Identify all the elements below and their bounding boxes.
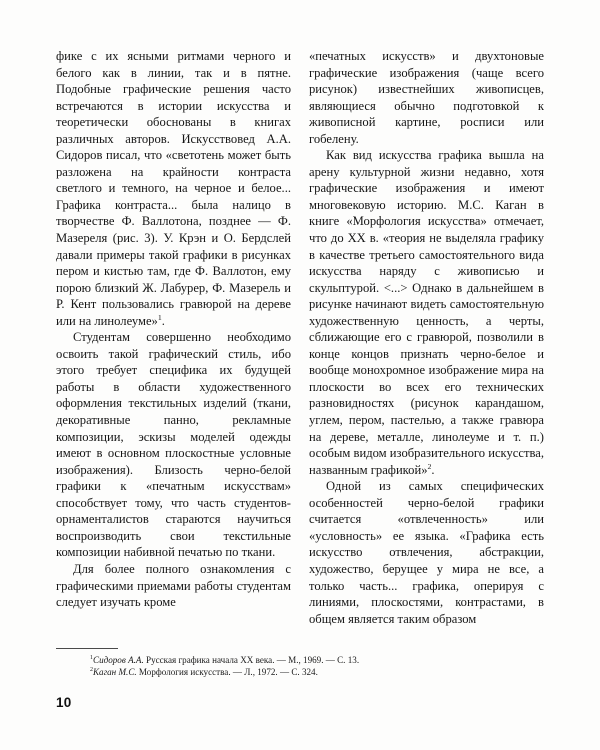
page-number: 10 [56, 695, 72, 710]
text-columns [56, 48, 545, 640]
footnote-author: Каган М.С. [93, 666, 137, 677]
footnote-list [56, 655, 456, 678]
footnote-item [90, 667, 456, 679]
paragraph-left-2: Студентам совершенно необходимо освоить такой графический стиль, ибо этого требует специфика их будущей работы в области художественного оформления текстильных изделий (ткани, декоративные панно, рекламные композиции, эскизы моделей одежды имеют в основном плоскостные условные изображения). Близость черно-белой графики к «печатным искусствам» способствует тому, что часть студентов-орнаменталистов стараются научиться воспроизводить свои текстильные композиции набивной печатью по ткани. [56, 330, 291, 560]
footnote-marker: 1 [90, 654, 93, 661]
footnote-ref-2[interactable]: 2 [427, 461, 432, 471]
paragraph-text: фике с их ясными ритмами черного и белого как в линии, так и в пятне. Подобные графические решения часто встречаются в истории искусства и теоретически обоснованы в книгах различных авторов. Искусствовед А.А. Сидоров писал, что «светотень может быть разложена на крайности контраста светлого и темного, на черное и белое... Графика контраста... была налицо в творчестве Ф. Валлотона, позднее — Ф. Мазереля (рис. 3). У. Крэн и О. Бердслей давали примеры такой графики в рисунках пером и кистью там, где Ф. Валлотон, ему порою близкий Ж. Лабурер, Ф. Мазерель и Р. Кент пользовались гравюрой на дереве или на линолеуме» [56, 49, 291, 328]
paragraph-text: Как вид искусства графика вышла на арену культурной жизни недавно, хотя графические изображения и имеют многовековую историю. М.С. Каган в книге «Морфология искусства» отмечает, что до XX в. «теория не выделяла графику в качестве третьего самостоятельного вида искусства наряду с живописью и скульптурой. <...> Однако в дальнейшем в рисунке начинают видеть самостоятельную художественную ценность, а черты, сближающие его с гравюрой, позволили в конце концов признать черно-белое и вообще монохромное изображение мира на плоскости во всех его технических разновидностях (рисунок карандашом, углем, пером, пастелью, а также гравюра на дереве, металле, линолеуме и т. п.) особым видом изобразительного искусства, названным графикой» [309, 148, 544, 477]
paragraph-left-3: Для более полного ознакомления с графическими приемами работы студентам следует изучать кроме [56, 561, 291, 610]
footnote-ref-1[interactable]: 1 [157, 312, 162, 322]
footnote-author: Сидоров А.А. [93, 655, 144, 665]
footnotes-section [56, 648, 456, 678]
paragraph-right-1: «печатных искусств» и двухтоновые графические изображения (чаще всего рисунок) известнейших живописцев, являющиеся обычно подготовкой к живописной картине, росписи или гобелену. [309, 49, 544, 146]
paragraph-right-2: Как вид искусства графика вышла на арену культурной жизни недавно, хотя графические изображения и имеют многовековую историю. М.С. Каган в книге «Морфология искусства» отмечает, что до XX в. «теория не выделяла графику в качестве третьего самостоятельного вида искусства наряду с живописью и скульптурой. <...> Однако в дальнейшем в рисунке начинают видеть самостоятельную художественную ценность, а черты, сближающие его с гравюрой, позволили в конце концов признать черно-белое и вообще монохромное изображение мира на плоскости во всех его технических разновидностях (рисунок карандашом, углем, пером, пастелью, а также гравюра на дереве, металле, линолеуме и т. п.) особым видом изобразительного искусства, названным графикой»$^2$. [309, 148, 544, 477]
footnote-marker: 2 [90, 666, 93, 673]
paragraph-left-1: фике с их ясными ритмами черного и белого как в линии, так и в пятне. Подобные графические решения часто встречаются в истории искусства и теоретически обоснованы в книгах различных авторов. Искусствовед А.А. Сидоров писал, что «светотень может быть разложена на крайности контраста светлого и темного, на черное и белое... Графика контраста... была налицо в творчестве Ф. Валлотона, позднее — Ф. Мазереля (рис. 3). У. Крэн и О. Бердслей давали примеры такой графики в рисунках пером и кистью там, где Ф. Валлотон, ему порою близкий Ж. Лабурер, Ф. Мазерель и Р. Кент пользовались гравюрой на дереве или на линолеуме»$^1$. [56, 49, 291, 328]
column-right [309, 48, 544, 640]
footnote-text: Русская графика начала XX века. — М., 1969. — С. 13. [143, 655, 360, 665]
footnote-separator-rule [56, 648, 118, 649]
footnote-item [90, 655, 456, 667]
footnote-text: Морфология искусства. — Л., 1972. — С. 324. [136, 666, 318, 677]
paragraph-right-3: Одной из самых специфических особенностей черно-белой графики считается «отвлеченность» или «условность» ее языка. «Графика есть искусство отвлечения, абстракции, художество, берущее у мира не все, а только часть... графика, оперируя с линиями, плоскостями, контрастами, в общем является таким образом [309, 479, 544, 626]
column-left [56, 48, 291, 640]
